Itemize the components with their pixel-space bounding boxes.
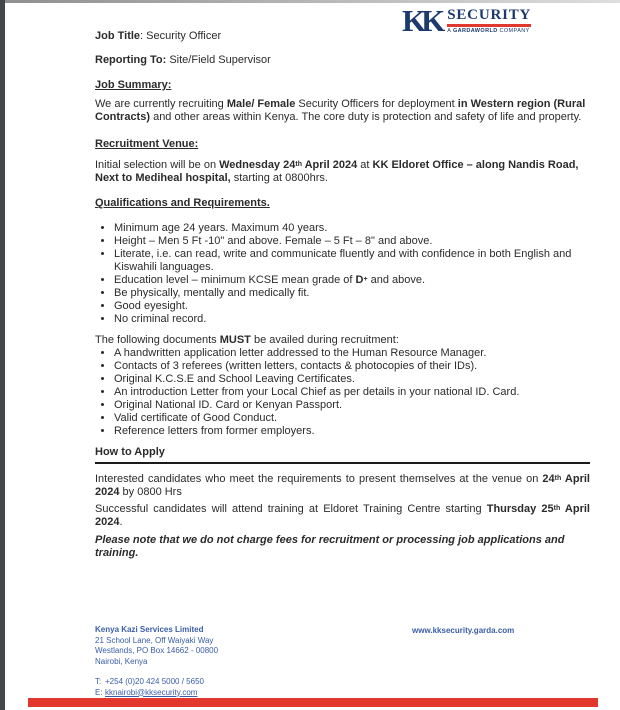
phone-number: +254 (0)20 424 5000 / 5650 (105, 677, 204, 686)
list-item: • A handwritten application letter addressed to the Human Resource Manager. (114, 347, 590, 360)
logo-brand-text: SECURITY (447, 7, 532, 23)
tagline-gardaworld: GARDAWORLD (452, 28, 498, 34)
job-summary-paragraph: We are currently recruiting Male/ Female Security Officers for deployment in Western region (Rural Contracts) and other areas within Kenya. The core duty is protection and safety of life and property. (95, 98, 586, 123)
email-link[interactable]: kknairobi@kksecurity.com (105, 687, 198, 697)
footer-company-name: Kenya Kazi Services Limited (95, 625, 204, 634)
logo-red-underline (447, 24, 531, 27)
apply-paragraph-1: Interested candidates who meet the requirements to present themselves at the venue on 24th April 2024 by 0800 Hrs (95, 473, 590, 498)
job-title-value: : Security Officer (140, 30, 222, 42)
apply-paragraph-2: Successful candidates will attend training at Eldoret Training Centre starting Thursday 25th April 2024. (95, 503, 590, 528)
tagline-prefix: A (447, 28, 453, 34)
viewer-top-edge (5, 0, 620, 3)
email-label: E: (95, 687, 103, 697)
footer-address-line: Westlands, PO Box 14662 - 00800 (95, 646, 219, 655)
reporting-label: Reporting To: (95, 54, 167, 66)
footer-email-line (95, 688, 395, 699)
phone-label: T: (95, 677, 102, 686)
list-item: • Valid certificate of Good Conduct. (114, 412, 590, 425)
job-title-line (95, 30, 590, 43)
tagline-suffix: COMPANY (497, 28, 530, 34)
footer-address-line: 21 School Lane, Off Waiyaki Way (95, 635, 214, 645)
viewer-left-edge (0, 0, 5, 710)
reporting-line (95, 54, 590, 67)
list-item: • Education level – minimum KCSE mean grade of D+ and above. (114, 274, 590, 287)
footer-phone-line (95, 677, 395, 688)
footer-contact-block (95, 625, 395, 698)
footer-address-line: Nairobi, Kenya (95, 656, 148, 666)
list-item: • Minimum age 24 years. Maximum 40 years. (114, 222, 590, 235)
kk-monogram-icon: KK (402, 3, 441, 38)
list-item: • Original K.C.S.E and School Leaving Certificates. (114, 373, 590, 386)
job-title-label: Job Title (95, 30, 141, 42)
list-item: • Good eyesight. (114, 300, 590, 313)
footer-website: www.kksecurity.garda.com (412, 626, 515, 635)
job-summary-heading: Job Summary: (95, 79, 172, 91)
qualifications-list (95, 222, 590, 326)
list-item: • Literate, i.e. can read, write and communicate fluently and with confidence in both English and Kiswahili languages. (114, 248, 590, 274)
documents-list (95, 347, 590, 438)
list-item: • An introduction Letter from your Local Chief as per details in your national ID. Card. (114, 386, 590, 399)
list-item: • Original National ID. Card or Kenyan Passport. (114, 399, 590, 412)
qualifications-heading: Qualifications and Requirements. (95, 197, 270, 209)
list-item: • Height – Men 5 Ft -10" and above. Female – 5 Ft – 8" and above. (114, 235, 590, 248)
reporting-value: Site/Field Supervisor (166, 54, 271, 66)
footer-red-bar (28, 698, 598, 707)
how-to-apply-heading: How to Apply (95, 446, 590, 464)
recruitment-venue-heading: Recruitment Venue: (95, 138, 199, 150)
list-item: • Reference letters from former employers. (114, 425, 590, 438)
list-item: • Contacts of 3 referees (written letters, contacts & photocopies of their IDs). (114, 360, 590, 373)
no-fees-notice: Please note that we do not charge fees for recruitment or processing job applications and training. (95, 534, 565, 559)
document-body (95, 30, 590, 560)
documents-intro: The following documents MUST be availed during recruitment: (95, 334, 399, 346)
list-item: • Be physically, mentally and medically fit. (114, 287, 590, 300)
recruitment-venue-paragraph: Initial selection will be on Wednesday 24th April 2024 at KK Eldoret Office – along Nandis Road, Next to Mediheal hospital, starting at 0800hrs. (95, 159, 579, 184)
list-item: • No criminal record. (114, 313, 590, 326)
